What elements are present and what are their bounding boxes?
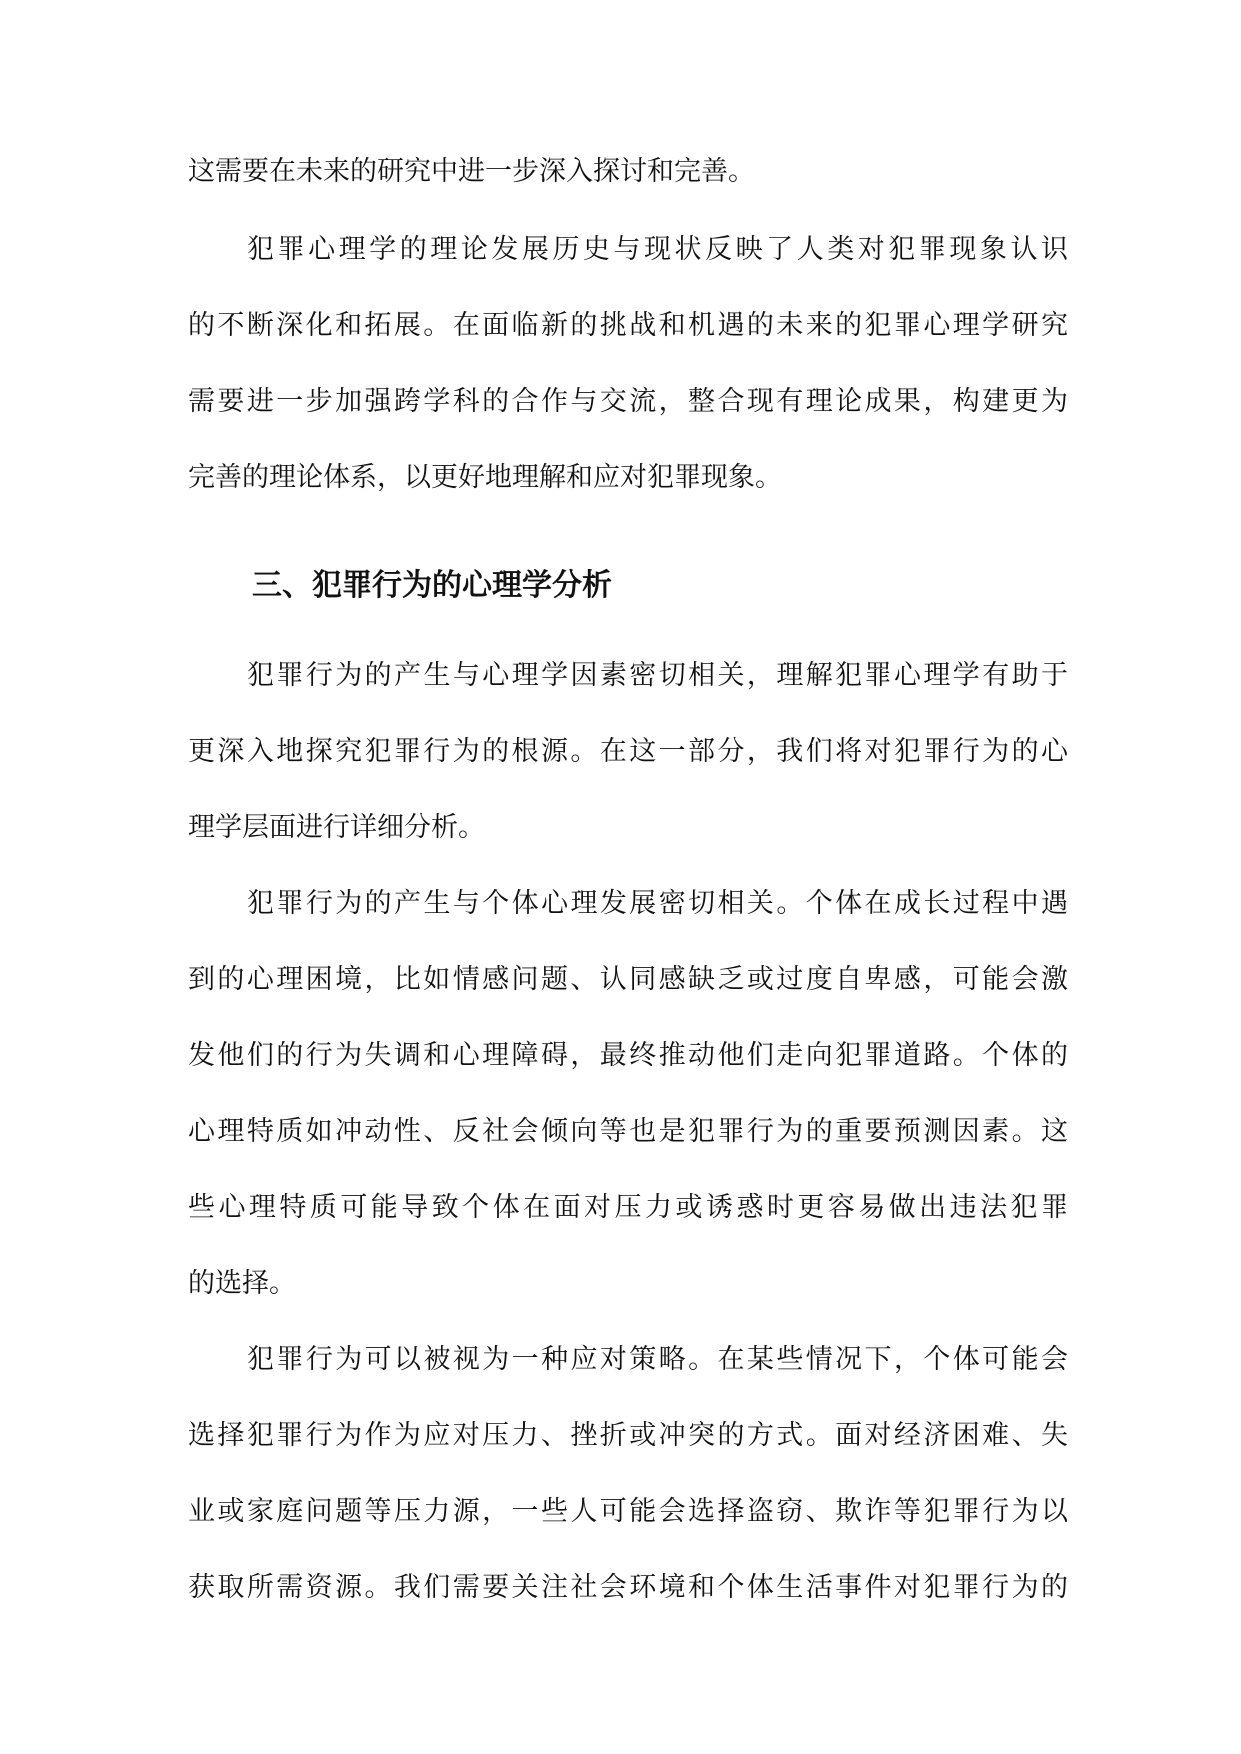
text-line: 获取所需资源。我们需要关注社会环境和个体生活事件对犯罪行为的 bbox=[188, 1572, 1068, 1603]
paragraph-first-line: 犯罪行为的产生与个体心理发展密切相关。个体在成长过程中遇 bbox=[247, 888, 1068, 919]
text-line: 需要进一步加强跨学科的合作与交流，整合现有理论成果，构建更为 bbox=[188, 386, 1068, 417]
text-line: 心理特质如冲动性、反社会倾向等也是犯罪行为的重要预测因素。这 bbox=[188, 1116, 1068, 1147]
paragraph-first-line: 犯罪行为的产生与心理学因素密切相关，理解犯罪心理学有助于 bbox=[247, 660, 1068, 691]
paragraph-first-line: 犯罪心理学的理论发展历史与现状反映了人类对犯罪现象认识 bbox=[247, 234, 1068, 265]
text-line: 选择犯罪行为作为应对压力、挫折或冲突的方式。面对经济困难、失 bbox=[188, 1420, 1068, 1451]
text-line: 些心理特质可能导致个体在面对压力或诱惑时更容易做出违法犯罪 bbox=[188, 1192, 1068, 1223]
text-line: 到的心理困境，比如情感问题、认同感缺乏或过度自卑感，可能会激 bbox=[188, 964, 1068, 995]
text-line: 的不断深化和拓展。在面临新的挑战和机遇的未来的犯罪心理学研究 bbox=[188, 310, 1068, 341]
text-line: 理学层面进行详细分析。 bbox=[188, 812, 485, 843]
text-line: 这需要在未来的研究中进一步深入探讨和完善。 bbox=[188, 156, 755, 187]
section-heading: 三、犯罪行为的心理学分析 bbox=[252, 568, 612, 603]
paragraph-first-line: 犯罪行为可以被视为一种应对策略。在某些情况下，个体可能会 bbox=[247, 1344, 1068, 1375]
text-line: 更深入地探究犯罪行为的根源。在这一部分，我们将对犯罪行为的心 bbox=[188, 736, 1068, 767]
text-line: 发他们的行为失调和心理障碍，最终推动他们走向犯罪道路。个体的 bbox=[188, 1040, 1068, 1071]
text-line: 的选择。 bbox=[188, 1268, 296, 1299]
text-line: 业或家庭问题等压力源，一些人可能会选择盗窃、欺诈等犯罪行为以 bbox=[188, 1496, 1068, 1527]
text-line: 完善的理论体系，以更好地理解和应对犯罪现象。 bbox=[188, 462, 782, 493]
